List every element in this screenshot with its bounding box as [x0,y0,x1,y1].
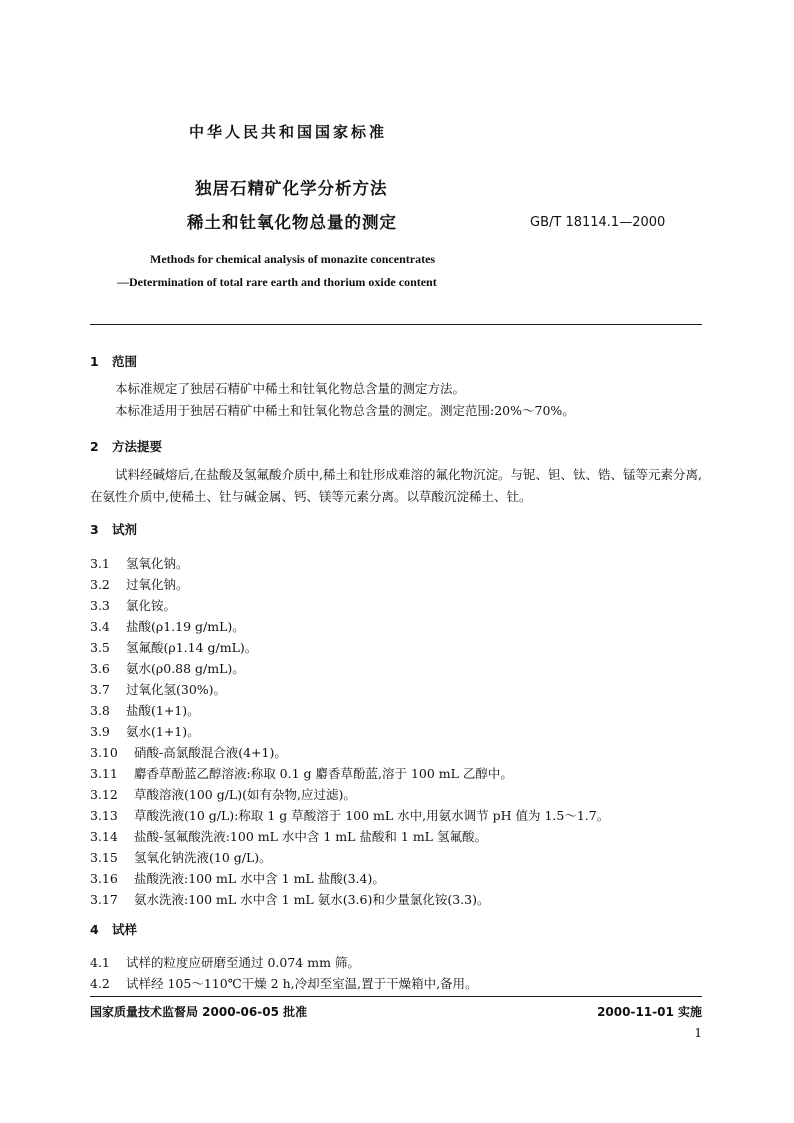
section-4-heading [90,920,137,938]
reagent-item [90,722,200,740]
reagent-item [90,848,272,866]
item-number: 3.4 [90,619,110,634]
item-number: 3.7 [90,682,110,697]
reagent-item [90,617,245,635]
item-text: 氢氧化钠。 [126,556,189,571]
reagent-item [90,890,489,908]
footer-divider [90,996,702,997]
english-title-line1: Methods for chemical analysis of monazite concentrates [150,252,436,266]
reagent-item [90,638,257,656]
item-text: 氢氧化钠洗液(10 g/L)。 [134,850,272,865]
english-title-line2: —Determination of total rare earth and thorium oxide content [117,275,437,289]
reagent-item [90,701,200,719]
document-title-line1: 独居石精矿化学分析方法 [195,179,388,198]
item-text: 盐酸洗液:100 mL 水中含 1 mL 盐酸(3.4)。 [134,871,385,886]
section-title: 试剂 [112,522,138,537]
reagent-item [90,659,245,677]
section-number: 4 [90,922,99,937]
item-number: 3.10 [90,745,118,760]
item-text: 硝酸-高氯酸混合液(4+1)。 [134,745,287,760]
paragraph: 试料经碱熔后,在盐酸及氢氟酸介质中,稀土和钍形成难溶的氟化物沉淀。与铌、钽、钛、锆、锰等元素分离,在氨性介质中,使稀土、钍与碱金属、钙、镁等元素分离。以草酸沉淀稀土、钍。 [90,467,702,504]
header-divider [90,324,702,325]
section-2-heading [90,437,162,455]
item-number: 3.15 [90,850,118,865]
item-text: 草酸溶液(100 g/L)(如有杂物,应过滤)。 [134,787,356,802]
section-title: 试样 [112,922,138,937]
reagent-item [90,743,287,761]
implementation-date: 2000-11-01 实施 [597,1005,702,1019]
section-1-body [90,378,702,422]
section-number: 1 [90,354,99,369]
item-text: 过氧化钠。 [126,577,189,592]
item-number: 3.11 [90,766,118,781]
item-text: 氯化铵。 [126,598,177,613]
paragraph: 本标准规定了独居石精矿中稀土和钍氧化物总含量的测定方法。 [115,381,466,396]
section-3-heading [90,520,137,538]
item-number: 3.9 [90,724,110,739]
section-2-body [90,464,702,508]
item-text: 过氧化氢(30%)。 [126,682,227,697]
item-number: 3.16 [90,871,118,886]
reagent-item [90,575,189,593]
reagent-item [90,827,487,845]
item-text: 氨水(1+1)。 [126,724,200,739]
section-title: 方法提要 [112,439,163,454]
item-text: 麝香草酚蓝乙醇溶液:称取 0.1 g 麝香草酚蓝,溶于 100 mL 乙醇中。 [134,766,513,781]
item-text: 盐酸(ρ1.19 g/mL)。 [126,619,245,634]
item-text: 试样的粒度应研磨至通过 0.074 mm 筛。 [126,955,360,970]
item-number: 3.1 [90,556,110,571]
reagent-item [90,785,356,803]
item-number: 3.3 [90,598,110,613]
item-text: 草酸洗液(10 g/L):称取 1 g 草酸溶于 100 mL 水中,用氨水调节 pH 值为 1.5～1.7。 [134,808,610,823]
page-number: 1 [694,1026,702,1040]
item-number: 3.14 [90,829,118,844]
item-text: 盐酸(1+1)。 [126,703,200,718]
sample-item [90,974,478,992]
document-title-line2: 稀土和钍氧化物总量的测定 [187,213,397,232]
approval-info: 国家质量技术监督局 2000-06-05 批准 [90,1005,308,1019]
reagent-item [90,554,189,572]
item-number: 3.17 [90,892,118,907]
standard-number: GB/T 18114.1—2000 [530,215,666,230]
item-number: 4.2 [90,976,110,991]
reagent-item [90,680,226,698]
item-number: 3.12 [90,787,118,802]
sample-item [90,953,360,971]
section-1-heading [90,352,137,370]
item-text: 盐酸-氢氟酸洗液:100 mL 水中含 1 mL 盐酸和 1 mL 氢氟酸。 [134,829,487,844]
reagent-item [90,869,385,887]
item-text: 氢氟酸(ρ1.14 g/mL)。 [126,640,258,655]
item-text: 试样经 105～110℃干燥 2 h,冷却至室温,置于干燥箱中,备用。 [126,976,478,991]
item-number: 3.5 [90,640,110,655]
section-number: 3 [90,522,99,537]
section-title: 范围 [112,354,138,369]
item-text: 氨水洗液:100 mL 水中含 1 mL 氨水(3.6)和少量氯化铵(3.3)。 [134,892,490,907]
reagent-item [90,764,513,782]
national-standard-heading: 中华人民共和国国家标准 [189,123,388,141]
reagent-item [90,806,609,824]
item-number: 3.2 [90,577,110,592]
item-text: 氨水(ρ0.88 g/mL)。 [126,661,245,676]
item-number: 4.1 [90,955,110,970]
section-number: 2 [90,439,99,454]
paragraph: 本标准适用于独居石精矿中稀土和钍氧化物总含量的测定。测定范围:20%～70%。 [115,403,575,418]
item-number: 3.8 [90,703,110,718]
item-number: 3.13 [90,808,118,823]
reagent-item [90,596,176,614]
item-number: 3.6 [90,661,110,676]
